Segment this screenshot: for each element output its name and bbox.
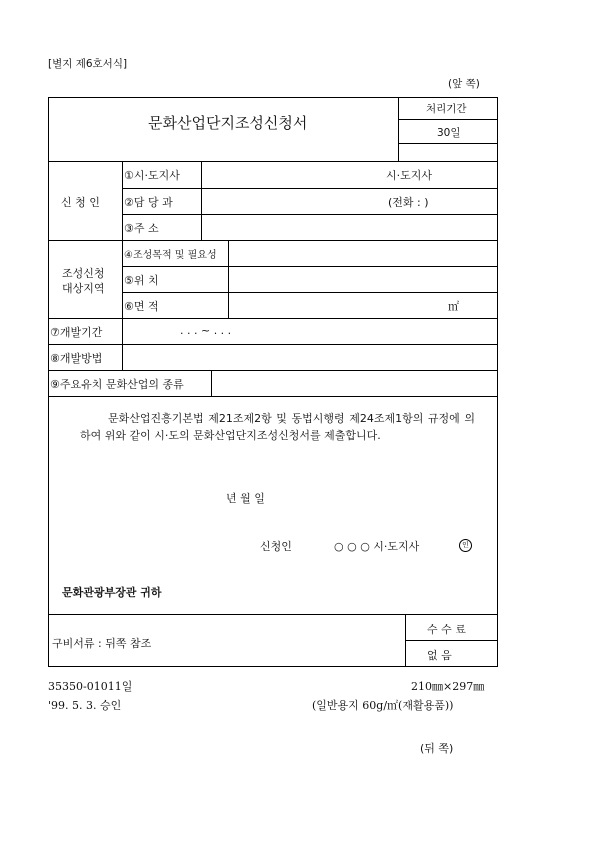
phone-field[interactable]: (전화 : ) (388, 196, 429, 209)
divider (398, 143, 498, 144)
applicant-sign-name: ○ ○ ○ 시·도지사 (334, 540, 420, 553)
form-code: 35350-01011일 (48, 680, 133, 693)
development-period-label: ⑦개발기간 (50, 326, 103, 339)
page-side-back: (뒤 쪽) (420, 742, 454, 755)
development-method-field[interactable] (123, 345, 497, 369)
approval-date: '99. 5. 3. 승인 (48, 699, 122, 712)
industry-type-label: ⑨주요유치 문화산업의 종류 (50, 378, 184, 391)
divider (122, 292, 498, 293)
form-title: 문화산업단지조성신청서 (148, 114, 308, 132)
divider (122, 188, 498, 189)
recipient: 문화관광부장관 귀하 (62, 586, 162, 599)
divider (48, 396, 498, 397)
fee-value: 없 음 (427, 649, 452, 662)
area-label: ⑥면 적 (124, 300, 159, 313)
paper-type: (일반용지 60g/㎡(재활용품)) (312, 699, 454, 712)
target-area-label-line2: 대상지역 (62, 282, 105, 295)
purpose-label: ④조성목적 및 필요성 (124, 250, 217, 261)
divider (398, 97, 399, 161)
statement-text (80, 410, 475, 444)
divider (48, 614, 498, 615)
governor-label: ①시·도지사 (124, 169, 180, 182)
applicant-section-label: 신 청 인 (61, 196, 100, 209)
fee-label: 수 수 료 (427, 623, 466, 636)
required-documents: 구비서류 : 뒤쪽 참조 (52, 637, 152, 650)
divider (405, 614, 406, 667)
address-label: ③주 소 (124, 222, 159, 235)
development-period-field[interactable]: . . . ~ . . . (180, 324, 232, 337)
page-side-front: (앞 쪽) (448, 78, 480, 90)
location-field[interactable] (229, 267, 497, 291)
seal-text: 인 (459, 539, 472, 552)
purpose-field[interactable] (229, 241, 497, 265)
location-label: ⑤위 치 (124, 274, 159, 287)
form-number-label: [별지 제6호서식] (48, 58, 128, 70)
industry-type-field[interactable] (212, 371, 497, 395)
area-unit: ㎡ (448, 300, 459, 313)
governor-field[interactable]: 시·도지사 (386, 169, 433, 182)
divider (405, 640, 498, 641)
development-method-label: ⑧개발방법 (50, 352, 103, 365)
applicant-sign-label: 신청인 (260, 540, 292, 553)
date-line: 년 월 일 (226, 492, 265, 505)
divider (122, 161, 123, 370)
target-area-label-line1: 조성신청 (62, 267, 105, 280)
divider (398, 119, 498, 120)
address-field[interactable] (202, 215, 497, 239)
processing-period-label: 처리기간 (426, 103, 467, 115)
divider (48, 318, 498, 319)
processing-period-value: 30일 (437, 127, 461, 139)
department-label: ②담 당 과 (124, 196, 173, 209)
seal-mark (459, 538, 472, 552)
statement-body: 문화산업진흥기본법 제21조제2항 및 동법시행령 제24조제1항의 규정에 의하여 위와 같이 시·도의 문화산업단지조성신청서를 제출합니다. (80, 412, 475, 442)
divider (48, 161, 498, 162)
paper-size: 210㎜×297㎜ (411, 680, 485, 693)
